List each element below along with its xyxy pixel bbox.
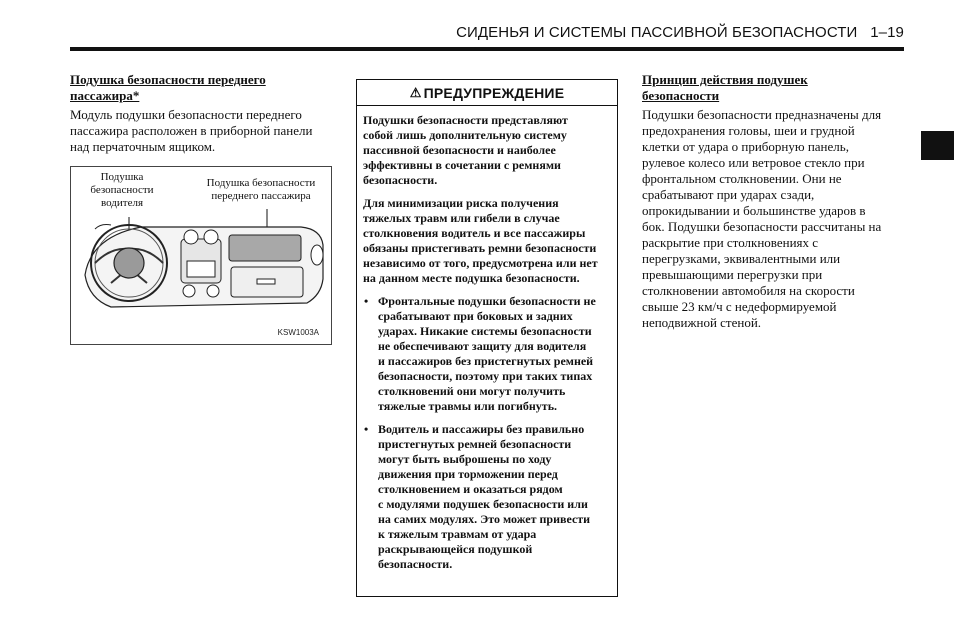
warning-header (357, 80, 617, 106)
warning-line: Для минимизации риска получения (363, 196, 559, 210)
chapter-title: СИДЕНЬЯ И СИСТЕМЫ ПАССИВНОЙ БЕЗОПАСНОСТИ (456, 24, 858, 41)
warning-bullet (363, 422, 611, 572)
text-line: Модуль подушки безопасности переднего (70, 107, 302, 122)
text-line: Подушки безопасности предназначены для (642, 107, 882, 122)
warning-line: безопасности. (378, 557, 453, 571)
text-line: свыше 23 км/ч с недеформируемой (642, 299, 837, 314)
warning-line: могут быть выброшены по ходу (378, 452, 552, 466)
text-line: предохранения головы, шеи и грудной (642, 123, 855, 138)
warning-line: пристегнутых ремней безопасности (378, 437, 572, 451)
warning-line: не обеспечивают защиту для водителя (378, 339, 587, 353)
warning-title: ПРЕДУПРЕЖДЕНИЕ (423, 84, 565, 101)
warning-line: собой лишь дополнительную систему (363, 128, 567, 142)
warning-paragraph (363, 196, 611, 286)
warning-line: независимо от того, предусмотрена или нет (363, 256, 598, 270)
chapter-side-tab (921, 131, 954, 160)
text-line: фронтальном столкновении. Они не (642, 171, 842, 186)
passenger-airbag-module (229, 235, 301, 261)
warning-line: и пассажиров без пристегнутых ремней (378, 354, 594, 368)
warning-line: столкновения водитель и все пассажиры (363, 226, 586, 240)
warning-line: к тяжелым травмам от удара (378, 527, 537, 541)
warning-line: раскрывающейся подушкой (378, 542, 533, 556)
label-line: Подушка безопасности (206, 177, 316, 189)
warning-line: движения при торможении перед (378, 467, 558, 481)
section-text (642, 107, 904, 331)
heading-line: пассажира* (70, 88, 140, 103)
section-text (70, 107, 332, 155)
warning-line: Водитель и пассажиры без правильно (378, 422, 585, 436)
section-heading (642, 72, 904, 104)
passenger-airbag-label (196, 177, 326, 203)
warning-line: срабатывают при боковых и задних (378, 309, 573, 323)
text-line: клетки от удара о приборную панель, (642, 139, 849, 154)
heading-line: безопасности (642, 88, 720, 103)
warning-line: с модулями подушек безопасности или (378, 497, 588, 511)
header-rule (70, 47, 904, 51)
warning-line: обязаны пристегивать ремни безопасности (363, 241, 597, 255)
warning-line: на самих модулях. Это может привести (378, 512, 591, 526)
label-line: безопасности (90, 184, 154, 196)
warning-line: тяжелые травмы или погибнуть. (378, 399, 558, 413)
text-line: перегрузками, эквивалентными или (642, 251, 841, 266)
text-line: срабатывают при ударах сзади, (642, 187, 815, 202)
airbag-principle-section (642, 72, 904, 331)
warning-box (356, 79, 618, 597)
text-line: бок. Подушки безопасности рассчитаны на (642, 219, 882, 234)
warning-bullet (363, 294, 611, 414)
warning-line: столкновением и оказаться рядом (378, 482, 563, 496)
warning-triangle-icon: ⚠ (409, 84, 422, 100)
warning-line: столкновений они могут получить (378, 384, 566, 398)
warning-line: тяжелых травм или гибели в случае (363, 211, 560, 225)
warning-line: ударах. Никакие системы безопасности (378, 324, 592, 338)
section-heading (70, 72, 332, 104)
warning-bullet-list (363, 294, 611, 572)
warning-line: на данном месте подушка безопасности. (363, 271, 580, 285)
text-line: раскрытие при столкновениях с (642, 235, 819, 250)
text-line: рулевое колесо или ветровое стекло при (642, 155, 865, 170)
text-line: пассажира расположен в приборной панели (70, 123, 313, 138)
page-number: 1–19 (870, 24, 904, 41)
label-line: переднего пассажира (211, 190, 311, 202)
label-line: Подушка (100, 171, 144, 183)
warning-line: Подушки безопасности представляют (363, 113, 568, 127)
text-line: превышающими перегрузки при (642, 267, 823, 282)
page-header (420, 24, 904, 41)
text-line: над перчаточным ящиком. (70, 139, 216, 154)
figure-code: KSW1003A (277, 328, 319, 337)
heading-line: Принцип действия подушек (642, 72, 808, 87)
text-line: столкновении автомобиля на скорости (642, 283, 855, 298)
warning-line: Фронтальные подушки безопасности не (378, 294, 596, 308)
warning-body (357, 106, 617, 572)
passenger-airbag-section (70, 72, 332, 155)
warning-line: пассивной безопасности и наиболее (363, 143, 556, 157)
text-line: опрокидывании и большинстве ударов в (642, 203, 866, 218)
warning-line: безопасности, поэтому при таких типах (378, 369, 593, 383)
warning-line: безопасности. (363, 173, 438, 187)
warning-paragraph (363, 113, 611, 188)
warning-line: эффективны в сочетании с ремнями (363, 158, 561, 172)
heading-line: Подушка безопасности переднего (70, 72, 266, 87)
dashboard-figure (70, 166, 332, 345)
text-line: неподвижной стеной. (642, 315, 762, 330)
driver-airbag-label (79, 171, 165, 210)
driver-airbag-module (114, 248, 144, 278)
label-line: водителя (100, 197, 144, 209)
